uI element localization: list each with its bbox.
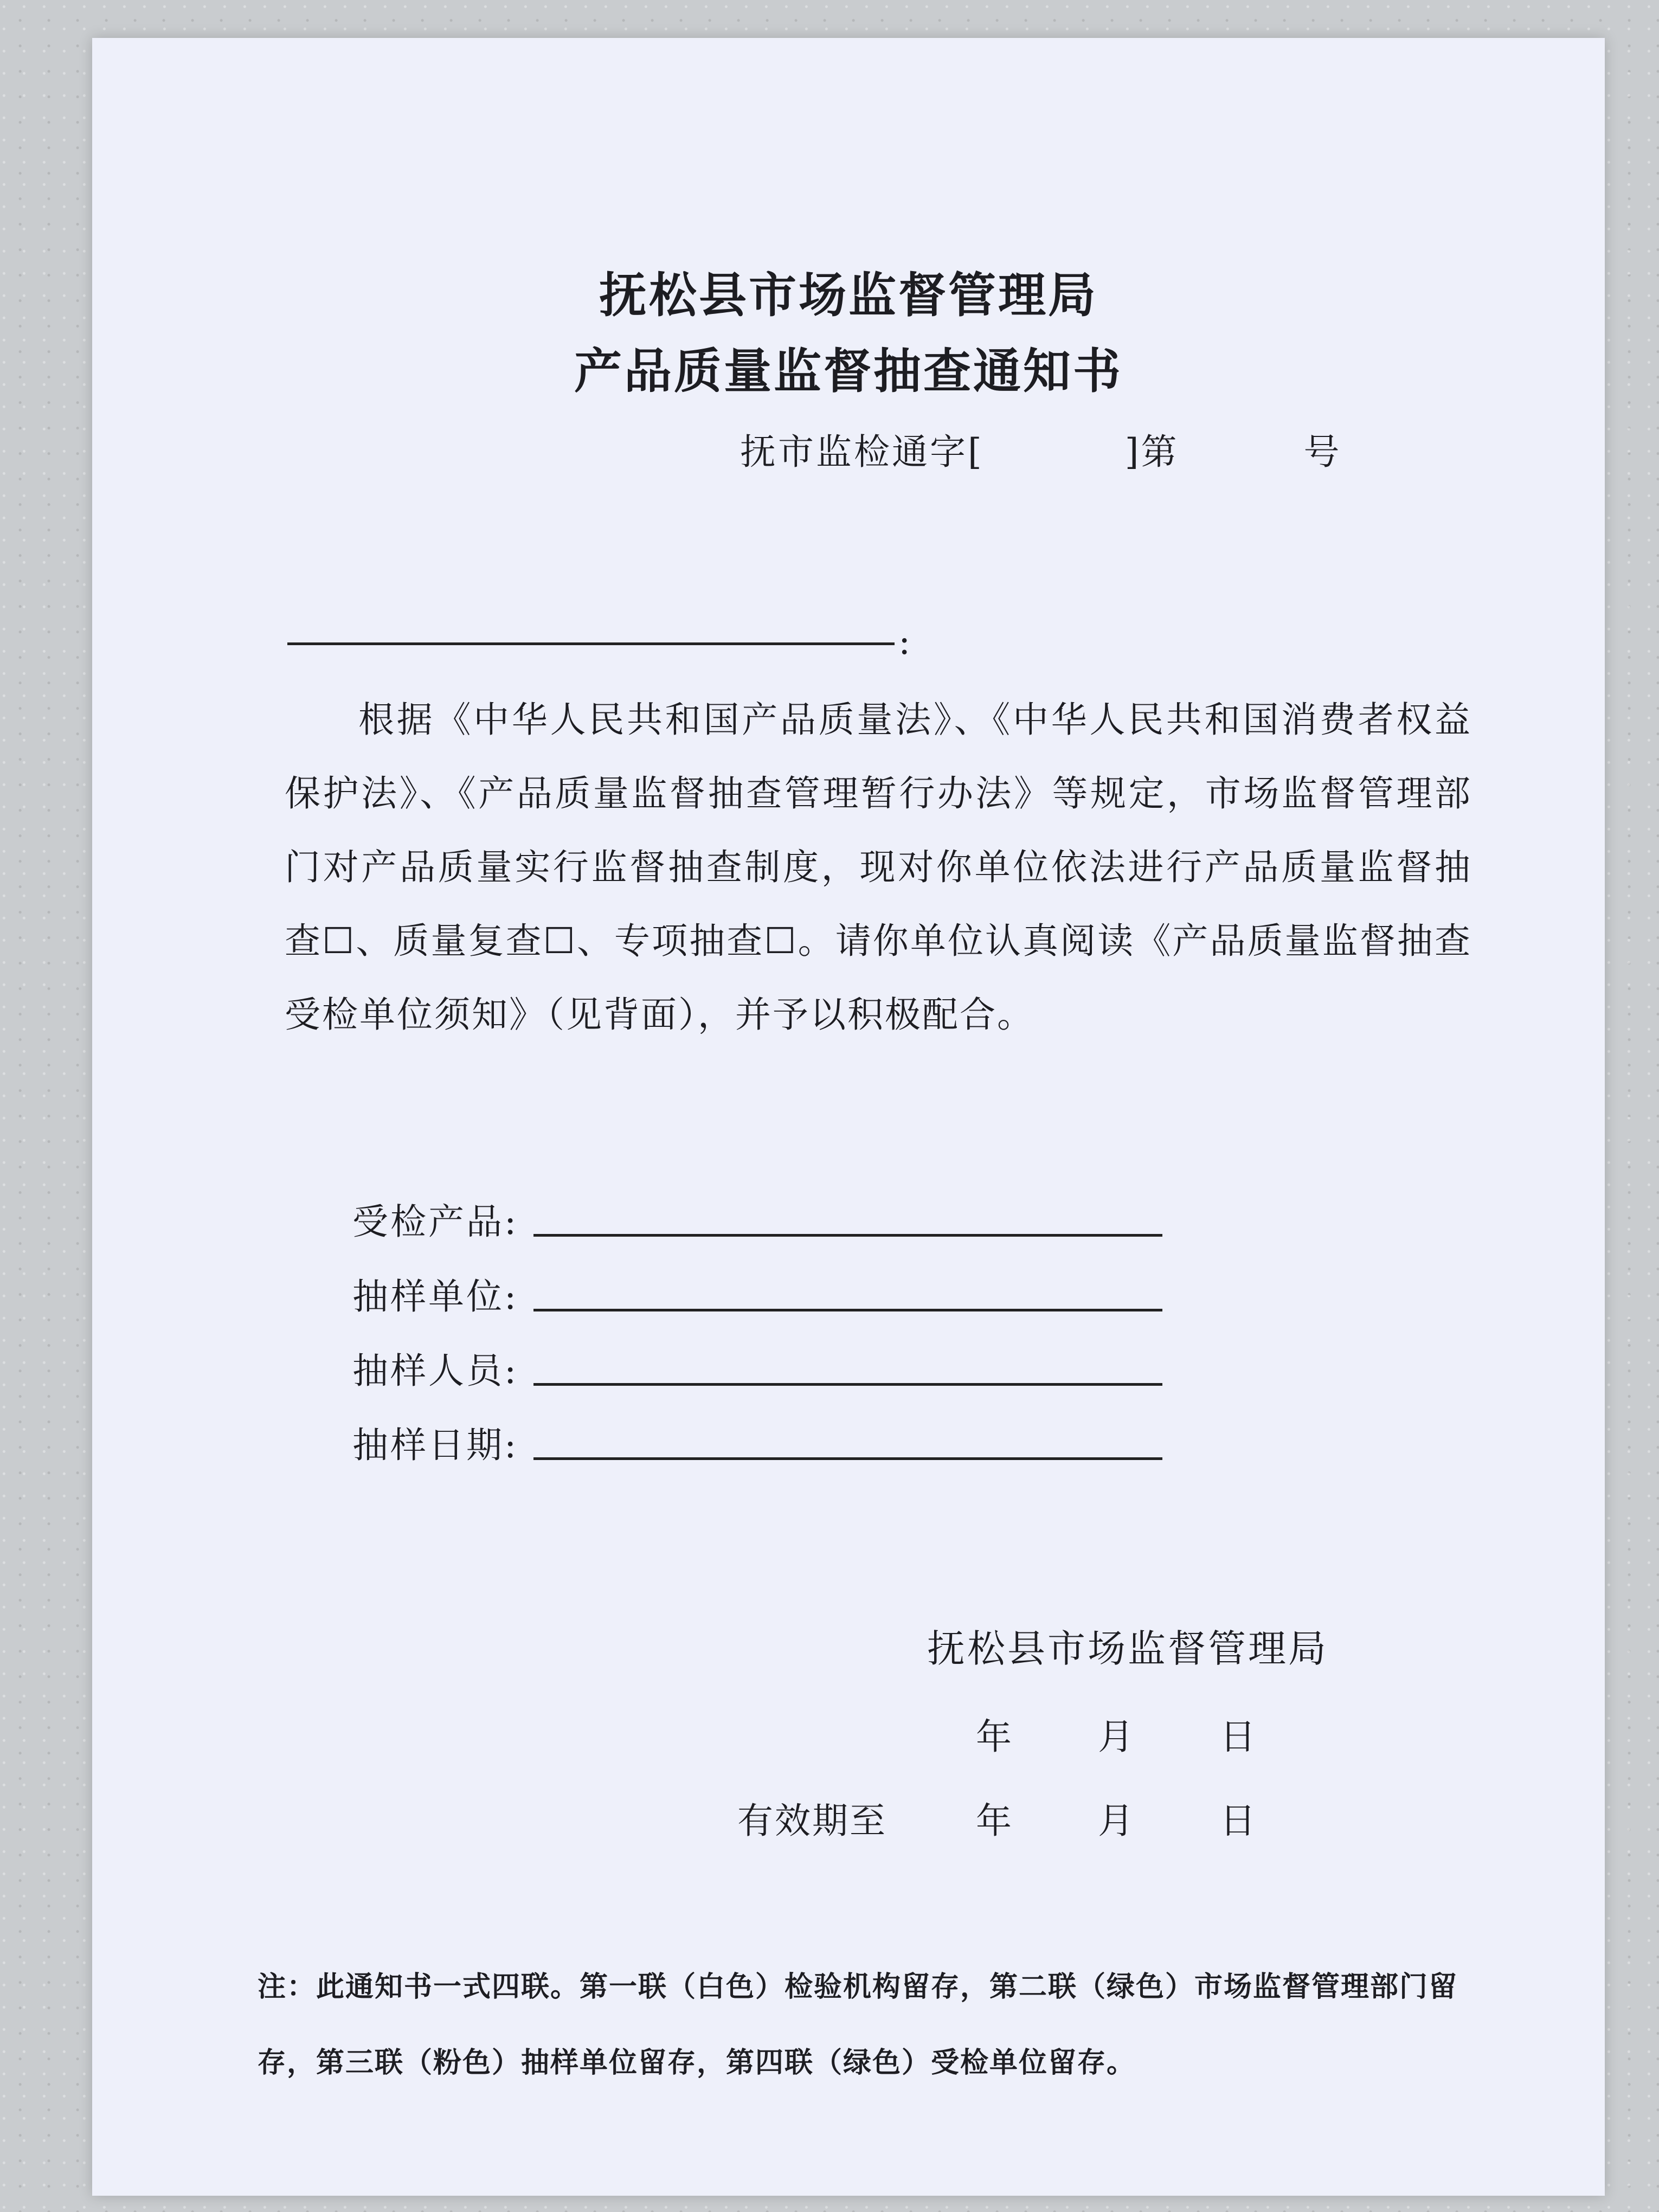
doc-number-suffix: 号 <box>1303 431 1342 473</box>
document-title-agency: 抚松县市场监督管理局 <box>599 267 1098 323</box>
valid-year: 年 <box>976 1800 1012 1842</box>
issuer-agency: 抚松县市场监督管理局 <box>927 1626 1328 1671</box>
field-sampling-personnel <box>352 1342 1162 1393</box>
notice-document <box>92 38 1605 2196</box>
date-day: 日 <box>1220 1716 1256 1758</box>
footnote: 注：此通知书一式四联。第一联（白色）检验机构留存，第二联（绿色）市场监督管理部门留存，第三联（粉色）抽样单位留存，第四联（绿色）受检单位留存。 <box>258 1971 1458 2079</box>
document-title-notice: 产品质量监督抽查通知书 <box>574 343 1123 399</box>
addressee-blank-line <box>287 642 895 645</box>
date-year: 年 <box>976 1716 1012 1758</box>
field-label: 受检产品: <box>352 1201 519 1243</box>
date-month: 月 <box>1098 1716 1134 1758</box>
valid-month: 月 <box>1098 1800 1134 1842</box>
valid-day: 日 <box>1220 1800 1256 1842</box>
notice-body-paragraph: 根据《中华人民共和国产品质量法》、《中华人民共和国消费者权益保护法》、《产品质量监督抽查管理暂行办法》等规定，市场监督管理部门对产品质量实行监督抽查制度，现对你单位依法进行产品质量监督抽查☐、质量复查☐、专项抽查☐。请你单位认真阅读《产品质量监督抽查受检单位须知》（见背面），并予以积极配合。 <box>285 699 1472 1036</box>
doc-number-prefix: 抚市监检通字[ <box>740 431 984 473</box>
doc-number-bracket-close: ]第 <box>1124 431 1179 473</box>
field-label: 抽样日期: <box>352 1424 519 1466</box>
field-blank-line <box>533 1309 1162 1311</box>
document-number <box>740 423 1342 474</box>
field-label: 抽样人员: <box>352 1350 519 1392</box>
field-sampling-date <box>352 1416 1162 1468</box>
valid-until-date <box>737 1792 1256 1843</box>
field-blank-line <box>533 1457 1162 1460</box>
field-blank-line <box>533 1383 1162 1386</box>
addressee-colon: : <box>898 621 911 663</box>
valid-until-label: 有效期至 <box>737 1800 887 1842</box>
field-sampling-unit <box>352 1268 1162 1319</box>
field-blank-line <box>533 1234 1162 1237</box>
field-inspected-product <box>352 1193 1162 1244</box>
field-label: 抽样单位: <box>352 1276 519 1317</box>
issue-date <box>976 1708 1256 1759</box>
